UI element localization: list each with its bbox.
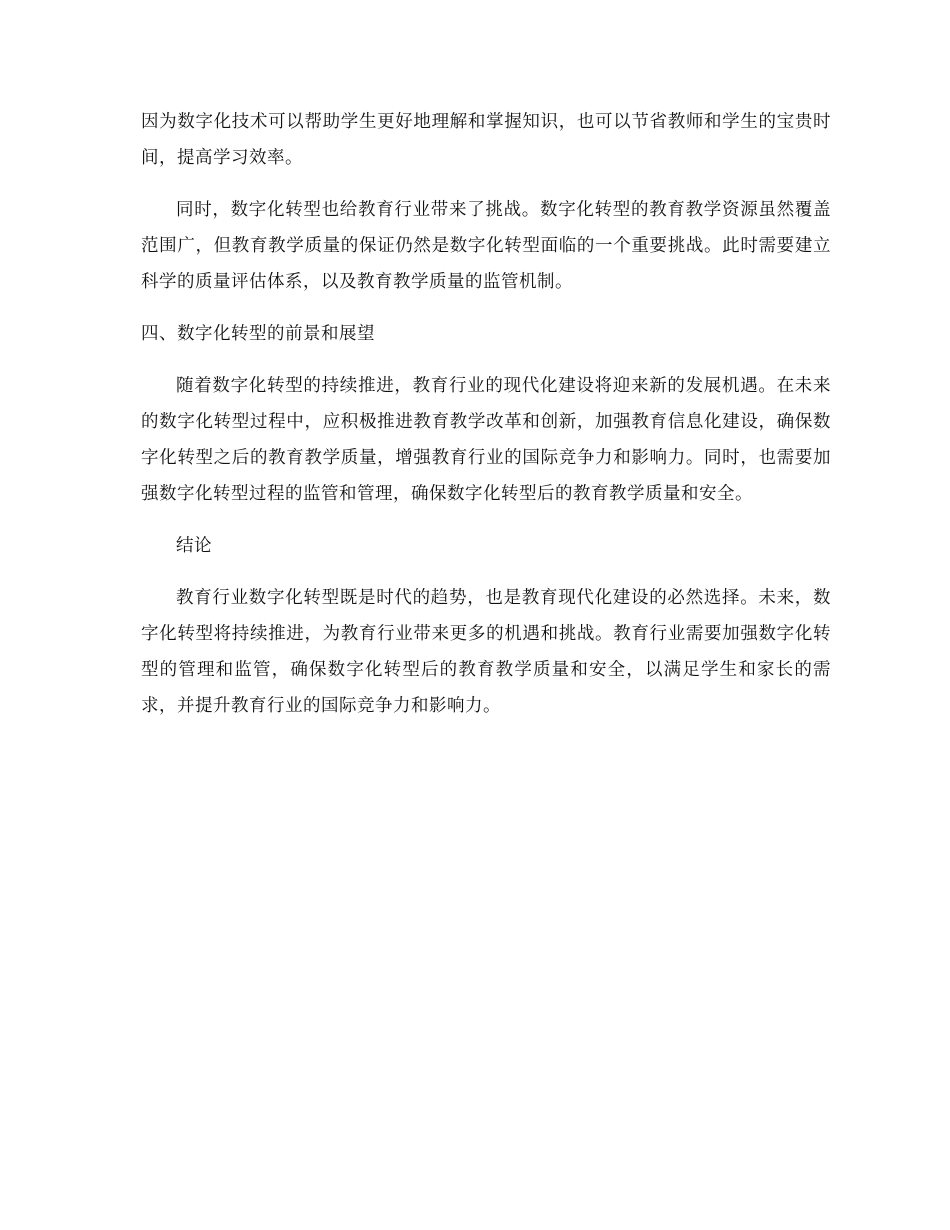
paragraph-continuation: 因为数字化技术可以帮助学生更好地理解和掌握知识，也可以节省教师和学生的宝贵时间，提高学习效率。 <box>141 112 831 168</box>
paragraph-prospects: 随着数字化转型的持续推进，教育行业的现代化建设将迎来新的发展机遇。在未来的数字化转型过程中，应积极推进教育教学改革和创新，加强教育信息化建设，确保数字化转型之后的教育教学质量，增强教育行业的国际竞争力和影响力。同时，也需要加强数字化转型过程的监管和管理，确保数字化转型后的教育教学质量和安全。 <box>141 376 831 504</box>
section-heading-prospects: 四、数字化转型的前景和展望 <box>141 324 375 344</box>
document-body <box>141 104 831 740</box>
paragraph-conclusion: 教育行业数字化转型既是时代的趋势，也是教育现代化建设的必然选择。未来，数字化转型将持续推进，为教育行业带来更多的机遇和挑战。教育行业需要加强数字化转型的管理和监管，确保数字化转型后的教育教学质量和安全，以满足学生和家长的需求，并提升教育行业的国际竞争力和影响力。 <box>141 588 831 716</box>
paragraph-challenges: 同时，数字化转型也给教育行业带来了挑战。数字化转型的教育教学资源虽然覆盖范围广，但教育教学质量的保证仍然是数字化转型面临的一个重要挑战。此时需要建立科学的质量评估体系，以及教育教学质量的监管机制。 <box>141 200 831 292</box>
conclusion-heading: 结论 <box>176 536 212 556</box>
